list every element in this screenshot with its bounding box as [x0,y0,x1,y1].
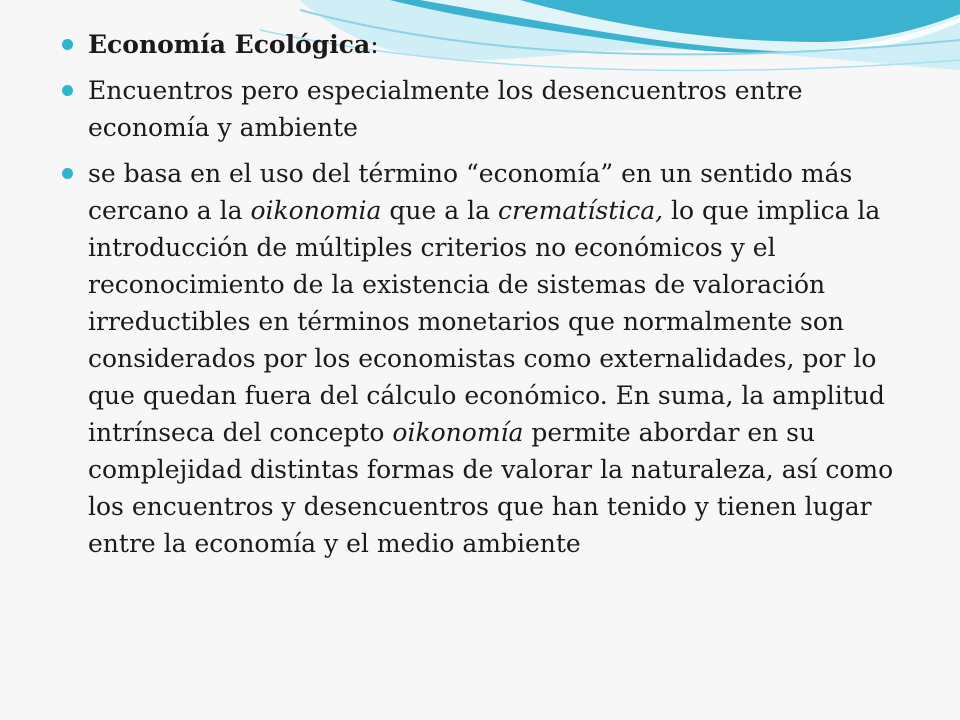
bullet-dot-icon [62,85,73,96]
bullet-list [62,26,912,571]
bullet-item-title [62,26,912,63]
bullet-dot-icon [62,39,73,50]
bullet-item-description [62,155,912,562]
bullet-text-part1: se basa en el uso del término “economía” en un sentido más cercano a la [88,159,853,225]
bullet-item-encuentros [62,72,912,146]
bullet-dot-icon [62,168,73,179]
bullet-text-part4: permite abordar en su complejidad distintas formas de valorar la naturaleza, así como los encuentros y desencuentros que han tenido y tienen lugar entre la economía y el medio ambiente [88,418,894,558]
bullet-title-suffix: : [370,30,379,59]
bullet-text-part3: lo que implica la introducción de múltiples criterios no económicos y el reconocimiento de la existencia de sistemas de valoración irreductibles en términos monetarios que normalmente son considerados por los economistas como externalidades, por lo que quedan fuera del cálculo económico. En suma, la amplitud intrínseca del concepto [88,196,885,447]
bullet-title: Economía Ecológica [88,30,371,59]
bullet-text-part2: que a la [381,196,498,225]
bullet-text: Encuentros pero especialmente los desencuentros entre economía y ambiente [88,76,803,142]
italic-term-crematistica: crematística, [497,196,664,225]
italic-term-oikonomia-2: oikonomía [392,418,524,447]
italic-term-oikonomia: oikonomia [250,196,382,225]
